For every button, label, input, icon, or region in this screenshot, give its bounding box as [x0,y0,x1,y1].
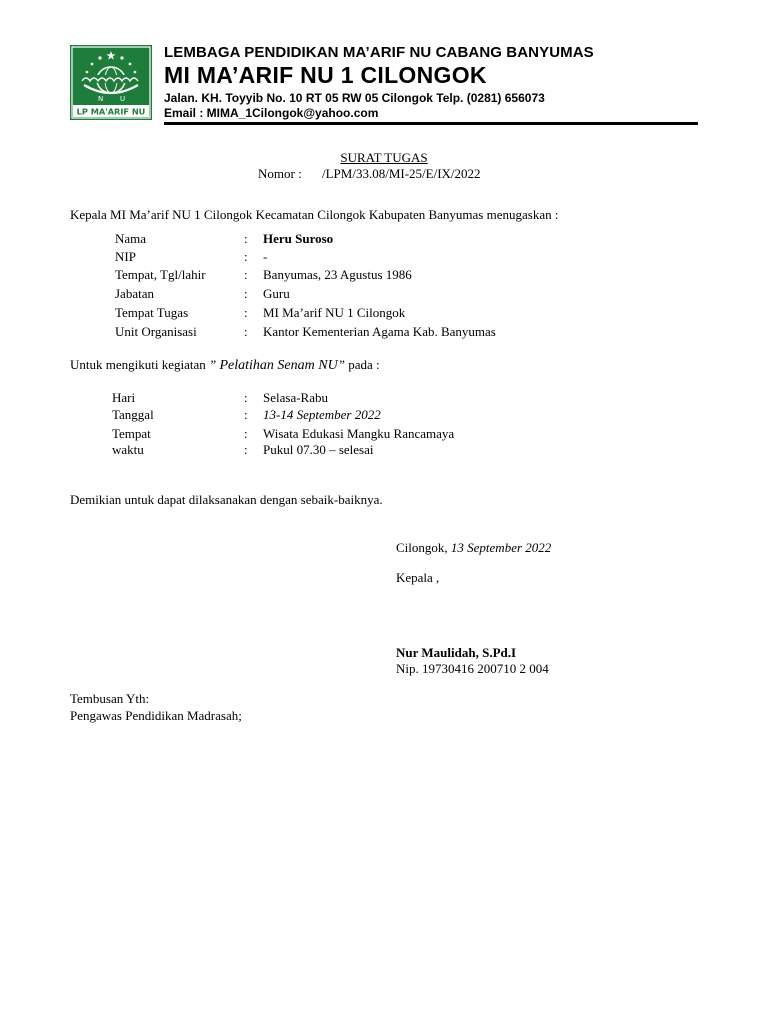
intro-paragraph: Kepala MI Ma’arif NU 1 Cilongok Kecamatan Cilongok Kabupaten Banyumas menugaskan : [70,207,559,222]
signature-date: 13 September 2022 [450,540,552,555]
closing-paragraph: Demikian untuk dapat dilaksanakan dengan sebaik-baiknya. [70,492,383,507]
colon: : [244,267,248,282]
document-title-text: SURAT TUGAS [340,150,428,165]
schedule-row-date [112,407,672,425]
schedule-key: Tempat [112,426,151,441]
person-row-position [115,286,675,304]
place-date [396,540,551,556]
activity-name: Pelatihan Senam NU [219,358,338,373]
colon: : [244,231,248,246]
person-key: Tempat, Tgl/lahir [115,267,206,282]
number-value: /LPM/33.08/MI-25/E/IX/2022 [322,166,481,181]
colon: : [244,249,248,264]
schedule-row-time [112,442,672,460]
schedule-key: Hari [112,390,136,405]
person-row-birth [115,267,675,285]
nu-globe-icon [70,45,152,120]
school-logo [70,45,152,120]
school-email: Email : MIMA_1Cilongok@yahoo.com [164,106,379,120]
activity-suffix: pada : [344,357,380,372]
person-row-nip [115,249,675,267]
person-key: Nama [115,231,147,246]
person-key: Tempat Tugas [115,305,189,320]
activity-quote-close: ” [337,357,345,372]
person-row-workplace [115,305,675,323]
schedule-value: Wisata Edukasi Mangku Rancamaya [263,426,455,441]
person-key: Unit Organisasi [115,324,197,339]
school-name: MI MA’ARIF NU 1 CILONGOK [164,62,487,88]
schedule-key: Tanggal [112,407,154,422]
colon: : [244,390,248,405]
logo-letter-n: N [98,95,104,103]
signer-nip: Nip. 19730416 200710 2 004 [396,661,549,676]
activity-paragraph [70,357,380,374]
schedule-key: waktu [112,442,144,457]
activity-prefix: Untuk mengikuti kegiatan [70,357,210,372]
colon: : [244,324,248,339]
organization-name: LEMBAGA PENDIDIKAN MA’ARIF NU CABANG BANYUMAS [164,44,594,61]
signer-title: Kepala , [396,570,440,585]
activity-quote-open: ” [209,357,220,372]
number-label: Nomor : [258,166,302,181]
person-row-name [115,231,675,249]
person-value: Guru [263,286,290,301]
schedule-value: 13-14 September 2022 [263,407,381,422]
person-value: Kantor Kementerian Agama Kab. Banyumas [263,324,496,339]
person-key: Jabatan [115,286,154,301]
logo-letter-u: U [120,95,126,103]
colon: : [244,305,248,320]
cc-title: Tembusan Yth: [70,691,150,706]
signature-place: Cilongok, [396,540,451,555]
letterhead-divider [164,122,698,125]
document-number [258,166,481,182]
person-row-unit [115,324,675,342]
signer-name: Nur Maulidah, S.Pd.I [396,645,517,660]
person-value: Heru Suroso [263,231,334,246]
colon: : [244,407,248,422]
cc-item: Pengawas Pendidikan Madrasah; [70,708,242,723]
document-title [0,150,768,166]
person-value: MI Ma’arif NU 1 Cilongok [263,305,406,320]
school-address: Jalan. KH. Toyyib No. 10 RT 05 RW 05 Cilongok Telp. (0281) 656073 [164,91,545,105]
person-value: Banyumas, 23 Agustus 1986 [263,267,412,282]
colon: : [244,442,248,457]
colon: : [244,426,248,441]
logo-caption: LP MA'ARIF NU [76,106,146,117]
colon: : [244,286,248,301]
schedule-row-day [112,390,672,408]
schedule-value: Selasa-Rabu [263,390,328,405]
schedule-value: Pukul 07.30 – selesai [263,442,374,457]
person-key: NIP [115,249,136,264]
person-value: - [263,249,268,264]
